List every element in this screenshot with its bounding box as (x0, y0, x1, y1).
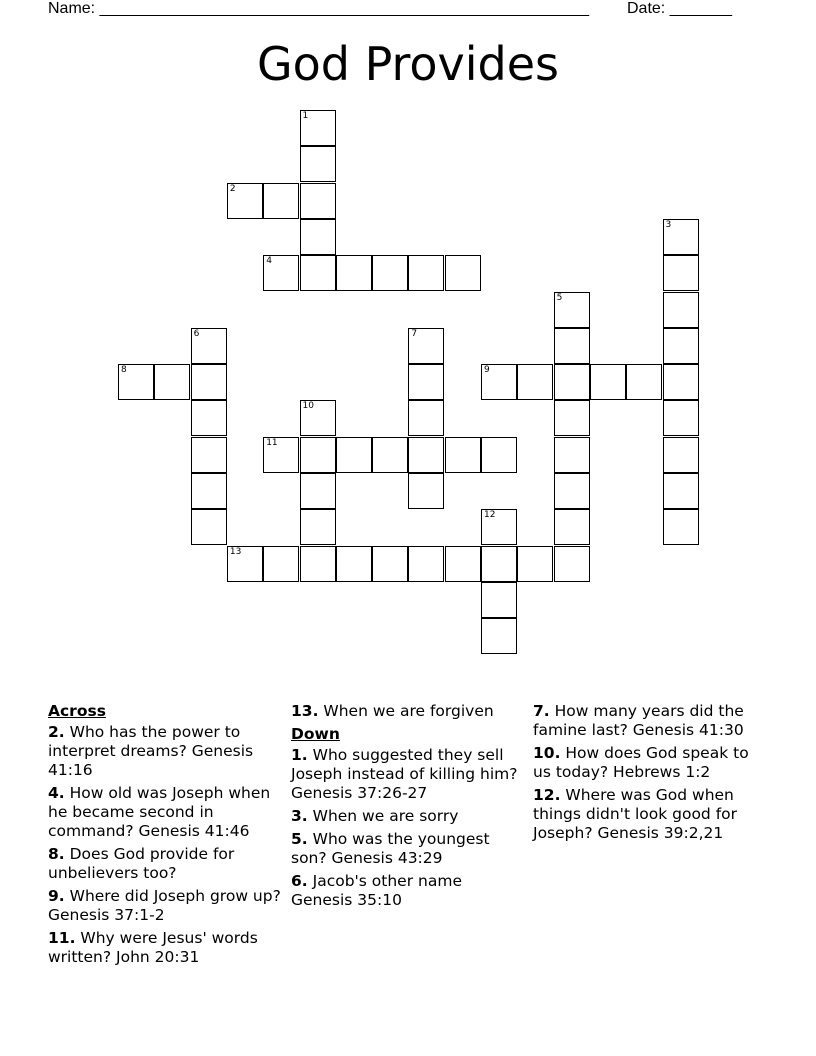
grid-cell[interactable] (372, 546, 408, 582)
grid-cell[interactable] (336, 255, 372, 291)
clues-column-1 (48, 702, 283, 971)
grid-cell[interactable] (663, 255, 699, 291)
cell-number: 6 (193, 328, 200, 339)
grid-cell[interactable] (408, 473, 444, 509)
grid-cell[interactable] (227, 183, 263, 219)
grid-cell[interactable] (481, 364, 517, 400)
grid-cell[interactable] (300, 255, 336, 291)
clue-text: Who has the power to interpret dreams? Genesis 41:16 (48, 723, 254, 779)
grid-cell[interactable] (263, 255, 299, 291)
clue-text: Who suggested they sell Joseph instead of killing him?Genesis 37:26-27 (291, 746, 518, 802)
grid-cell[interactable] (408, 546, 444, 582)
grid-cell[interactable] (554, 364, 590, 400)
clue-number: 7. (533, 702, 550, 720)
clue-text: Where was God when things didn't look good for Joseph? Genesis 39:2,21 (533, 786, 738, 842)
clue-number: 5. (291, 830, 308, 848)
clue-text: When we are forgiven (323, 702, 494, 720)
down-heading: Down (291, 725, 340, 743)
grid-cell[interactable] (191, 509, 227, 545)
clue-down-1 (291, 746, 519, 803)
clue-down-7 (533, 702, 768, 740)
grid-cell[interactable] (191, 364, 227, 400)
grid-cell[interactable] (481, 618, 517, 654)
grid-cell[interactable] (263, 546, 299, 582)
grid-cell[interactable] (191, 328, 227, 364)
clue-down-5 (291, 830, 519, 868)
grid-cell[interactable] (445, 437, 481, 473)
grid-cell[interactable] (517, 364, 553, 400)
cell-number: 1 (302, 111, 309, 121)
grid-cell[interactable] (263, 183, 299, 219)
clue-number: 1. (291, 746, 308, 764)
grid-cell[interactable] (663, 437, 699, 473)
clue-number: 2. (48, 723, 65, 741)
clue-number: 13. (291, 702, 319, 720)
page-title: God Provides (256, 37, 560, 91)
grid-cell[interactable] (372, 437, 408, 473)
across-heading: Across (48, 702, 106, 720)
clue-number: 8. (48, 845, 65, 863)
clues-column-3 (533, 702, 768, 847)
grid-cell[interactable] (300, 146, 336, 182)
grid-cell[interactable] (300, 400, 336, 436)
clue-text: Jacob's other name Genesis 35:10 (291, 872, 462, 909)
cell-number: 7 (411, 328, 418, 339)
grid-cell[interactable] (663, 473, 699, 509)
grid-cell[interactable] (554, 437, 590, 473)
grid-cell[interactable] (663, 509, 699, 545)
grid-cell[interactable] (300, 219, 336, 255)
grid-cell[interactable] (554, 400, 590, 436)
grid-cell[interactable] (372, 255, 408, 291)
grid-cell[interactable] (118, 364, 154, 400)
clue-number: 12. (533, 786, 561, 804)
grid-cell[interactable] (554, 328, 590, 364)
clue-across-9 (48, 887, 283, 925)
grid-cell[interactable] (408, 400, 444, 436)
clue-number: 10. (533, 744, 561, 762)
clue-text: Where did Joseph grow up? Genesis 37:1-2 (48, 887, 281, 924)
grid-cell[interactable] (408, 328, 444, 364)
clue-text: Why were Jesus' words written? John 20:31 (48, 929, 258, 966)
grid-cell[interactable] (408, 255, 444, 291)
date-field[interactable]: Date: _______ (627, 0, 732, 17)
clue-down-12 (533, 786, 768, 843)
grid-cell[interactable] (191, 473, 227, 509)
cell-number: 11 (266, 437, 278, 448)
clue-text: Who was the youngest son? Genesis 43:29 (291, 830, 490, 867)
grid-cell[interactable] (554, 546, 590, 582)
clues-column-2 (291, 702, 519, 914)
clue-down-3 (291, 807, 519, 826)
cell-number: 3 (665, 219, 672, 230)
grid-cell[interactable] (517, 546, 553, 582)
clue-down-10 (533, 744, 768, 782)
grid-cell[interactable] (191, 437, 227, 473)
grid-cell[interactable] (554, 473, 590, 509)
grid-cell[interactable] (408, 364, 444, 400)
cell-number: 8 (121, 365, 127, 376)
grid-cell[interactable] (300, 473, 336, 509)
grid-cell[interactable] (481, 546, 517, 582)
clue-number: 4. (48, 784, 65, 802)
clue-across-2 (48, 723, 283, 780)
grid-cell[interactable] (263, 437, 299, 473)
grid-cell[interactable] (300, 546, 336, 582)
grid-cell[interactable] (336, 437, 372, 473)
grid-cell[interactable] (154, 364, 190, 400)
clue-text: How old was Joseph when he became second in command? Genesis 41:46 (48, 784, 271, 840)
clue-text: How many years did the famine last? Genesis 41:30 (533, 702, 744, 739)
cell-number: 9 (484, 365, 490, 376)
clue-across-11 (48, 929, 283, 967)
grid-cell[interactable] (300, 110, 336, 146)
clue-across-13 (291, 702, 519, 721)
cell-number: 12 (484, 510, 496, 521)
grid-cell[interactable] (300, 183, 336, 219)
cell-number: 4 (266, 256, 272, 267)
grid-cell[interactable] (663, 400, 699, 436)
grid-cell[interactable] (663, 364, 699, 400)
grid-cell[interactable] (481, 509, 517, 545)
clue-text: Does God provide for unbelievers too? (48, 845, 235, 882)
clue-down-6 (291, 872, 519, 910)
name-field[interactable]: Name: _______________________________________________________ (48, 0, 589, 17)
grid-cell[interactable] (191, 400, 227, 436)
grid-cell[interactable] (445, 546, 481, 582)
grid-cell[interactable] (227, 546, 263, 582)
grid-cell[interactable] (336, 546, 372, 582)
clue-text: How does God speak to us today? Hebrews 1:2 (533, 744, 749, 781)
clue-across-4 (48, 784, 283, 841)
clue-number: 11. (48, 929, 76, 947)
cell-number: 2 (229, 183, 236, 194)
grid-cell[interactable] (481, 582, 517, 618)
clue-number: 3. (291, 807, 308, 825)
clue-text: When we are sorry (312, 807, 459, 825)
grid-cell[interactable] (300, 437, 336, 473)
grid-cell[interactable] (408, 437, 444, 473)
cell-number: 10 (302, 401, 314, 412)
grid-cell[interactable] (590, 364, 626, 400)
clue-across-8 (48, 845, 283, 883)
grid-cell[interactable] (663, 292, 699, 328)
cell-number: 13 (229, 546, 242, 557)
clue-number: 9. (48, 887, 65, 905)
grid-cell[interactable] (626, 364, 662, 400)
grid-cell[interactable] (481, 437, 517, 473)
grid-cell[interactable] (663, 219, 699, 255)
grid-cell[interactable] (554, 509, 590, 545)
cell-number: 5 (556, 292, 563, 303)
grid-cell[interactable] (663, 328, 699, 364)
grid-cell[interactable] (445, 255, 481, 291)
clue-number: 6. (291, 872, 308, 890)
grid-cell[interactable] (554, 292, 590, 328)
grid-cell[interactable] (300, 509, 336, 545)
